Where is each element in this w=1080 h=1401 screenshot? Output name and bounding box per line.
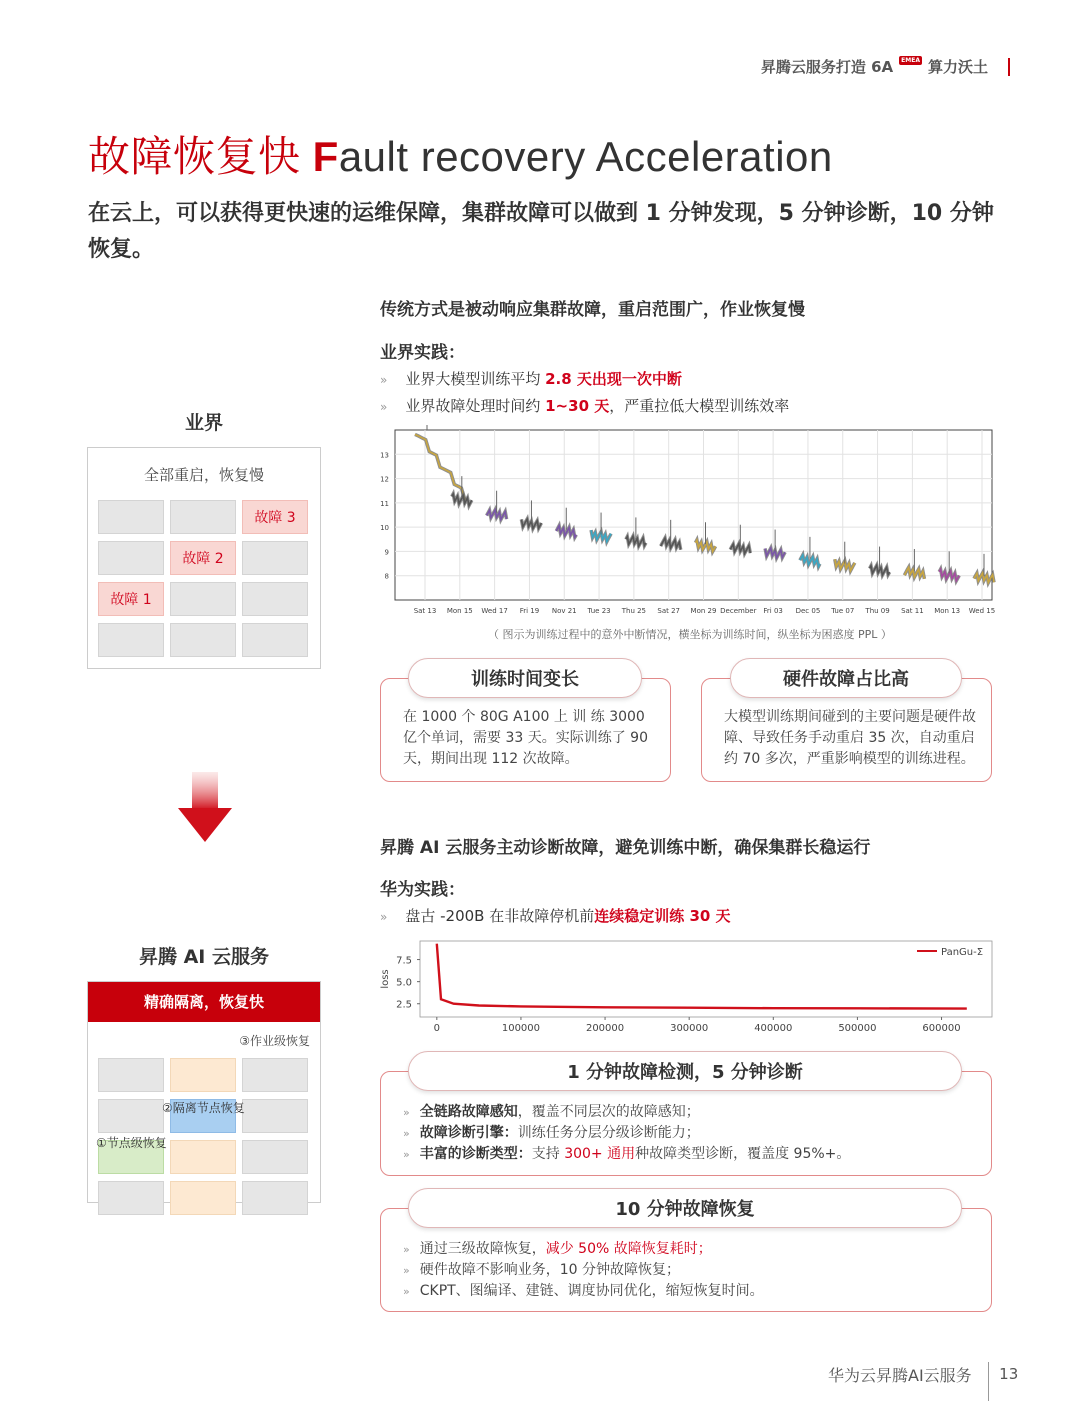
y-tick-label: 11 <box>380 499 389 508</box>
x-tick-label: 100000 <box>501 1023 541 1034</box>
left2-box-title: 精确隔离，恢复快 <box>88 982 320 1022</box>
precise-isolation-diagram <box>87 981 321 1203</box>
card-detection-title: 1 分钟故障检测，5 分钟诊断 <box>408 1051 962 1091</box>
fault-node-2: 故障 2 <box>170 541 236 575</box>
isolate-node-recovery-label: ②隔离节点恢复 <box>162 1101 245 1115</box>
legend-label: PanGu-Σ <box>941 947 984 958</box>
x-tick-label: Tue 23 <box>587 607 611 615</box>
x-tick-label: Wed 15 <box>968 607 996 615</box>
left2-heading: 昇腾 AI 云服务 <box>138 946 269 968</box>
y-tick-label: 10 <box>380 524 389 533</box>
y-tick-label: 2.5 <box>396 999 412 1011</box>
full-restart-diagram <box>87 447 321 669</box>
header-badge: EMEA <box>901 57 920 64</box>
node-level-recovery-label: ①节点级恢复 <box>96 1136 167 1150</box>
x-tick-label: 300000 <box>670 1023 709 1034</box>
x-tick-label: Dec 05 <box>795 607 821 615</box>
x-tick-label: Fri 03 <box>763 607 783 615</box>
card-detection-list <box>403 1102 978 1165</box>
plot-area <box>395 430 992 600</box>
x-tick-label: 500000 <box>838 1023 877 1034</box>
x-tick-label: 200000 <box>585 1023 625 1034</box>
y-tick-label: 13 <box>380 451 389 460</box>
node-cell <box>242 541 308 575</box>
x-tick-label: 600000 <box>922 1023 961 1034</box>
node-cell <box>170 1140 236 1174</box>
node-cell <box>98 1058 164 1092</box>
x-tick-label: Tue 07 <box>831 607 855 615</box>
page-title: 故障恢复快 Fault recovery Acceleration <box>88 133 833 180</box>
node-cell <box>242 582 308 616</box>
node-cell <box>170 1058 236 1092</box>
card-training-time-text: 在 1000 个 80G A100 上 训 练 3000 亿个单词，需要 33 天。实际训练了 90 天，期间出现 112 次故障。 <box>403 709 648 767</box>
x-tick-label: December <box>720 607 757 615</box>
card-recovery-item: » 硬件故障不影响业务，10 分钟故障恢复； <box>403 1262 680 1278</box>
x-tick-label: 400000 <box>754 1023 793 1034</box>
section1-bullet-1: » 业界大模型训练平均 2.8 天出现一次中断 <box>380 370 682 388</box>
node-cell <box>98 541 164 575</box>
x-tick-label: Sat 11 <box>901 607 924 615</box>
node-cell <box>242 623 308 657</box>
node-cell <box>242 1058 308 1092</box>
y-tick-label: 5.0 <box>396 977 412 989</box>
card-hardware-fault-title: 硬件故障占比高 <box>730 658 962 698</box>
chart1-caption: （ 图示为训练过程中的意外中断情况，横坐标为训练时间，纵坐标为困惑度 PPL ） <box>488 628 892 641</box>
node-cell <box>242 1140 308 1174</box>
node-grid-1 <box>98 500 308 657</box>
x-tick-label: Wed 17 <box>481 607 508 615</box>
header-accent-line <box>1008 58 1010 76</box>
x-tick-label: Sat 13 <box>413 607 437 615</box>
footer-text: 华为云昇腾AI云服务 <box>828 1365 972 1385</box>
card-recovery-list <box>403 1239 978 1302</box>
card-recovery-item: » CKPT、图编译、建链、调度协同优化，缩短恢复时间。 <box>403 1283 764 1299</box>
fault-node-1: 故障 1 <box>98 582 164 616</box>
y-tick-label: 7.5 <box>396 955 412 967</box>
card-recovery-title: 10 分钟故障恢复 <box>408 1188 962 1228</box>
page-number: 13 <box>999 1365 1019 1383</box>
y-tick-label: 8 <box>384 572 389 581</box>
section2-label: 华为实践： <box>380 880 465 900</box>
node-cell <box>170 1181 236 1215</box>
node-cell <box>98 500 164 534</box>
ppl-interruption-chart <box>362 425 1002 620</box>
section2-bullet: » 盘古 -200B 在非故障停机前连续稳定训练 30 天 <box>380 907 731 925</box>
node-cell <box>98 623 164 657</box>
x-tick-label: 0 <box>433 1023 441 1034</box>
card-detection-item: » 全链路故障感知，覆盖不同层次的故障感知； <box>403 1104 700 1120</box>
left1-box-title: 全部重启，恢复慢 <box>143 466 264 484</box>
down-arrow-icon <box>178 772 232 842</box>
x-tick-label: Mon 15 <box>446 607 473 615</box>
section1-label: 业界实践： <box>380 343 465 363</box>
page-subtitle: 在云上，可以获得更快速的运维保障，集群故障可以做到 1 分钟发现，5 分钟诊断，10 分钟恢复。 <box>88 201 994 262</box>
fault-node-3: 故障 3 <box>242 500 308 534</box>
node-cell <box>170 582 236 616</box>
card-training-time-title: 训练时间变长 <box>408 658 642 698</box>
footer-divider <box>988 1362 990 1401</box>
pangu-loss-chart <box>372 937 1002 1037</box>
card-recovery-item: » 通过三级故障恢复，减少 50% 故障恢复耗时； <box>403 1241 712 1257</box>
section1-bullet-2: » 业界故障处理时间约 1~30 天，严重拉低大模型训练效率 <box>380 397 790 415</box>
x-tick-label: Nov 21 <box>551 607 577 615</box>
node-cell <box>98 1181 164 1215</box>
node-cell <box>242 1181 308 1215</box>
x-tick-label: Sat 27 <box>657 607 680 615</box>
x-tick-label: Thu 25 <box>621 607 647 615</box>
y-tick-label: 12 <box>380 475 389 484</box>
y-tick-label: 9 <box>384 548 389 557</box>
job-level-recovery-label: ③作业级恢复 <box>239 1034 310 1048</box>
x-tick-label: Thu 09 <box>865 607 890 615</box>
x-tick-label: Mon 29 <box>690 607 717 615</box>
section1-title: 传统方式是被动响应集群故障，重启范围广，作业恢复慢 <box>380 300 805 320</box>
card-detection-item: » 故障诊断引擎：训练任务分层分级诊断能力； <box>403 1125 700 1141</box>
page-footer <box>828 1348 1018 1400</box>
node-cell <box>242 1099 308 1133</box>
header-series-title: 昇腾云服务打造 6A EMEA 算力沃土 <box>761 56 1010 77</box>
card-hardware-fault-text: 大模型训练期间碰到的主要问题是硬件故障、导致任务手动重启 35 次，自动重启约 70 多次，严重影响模型的训练进程。 <box>724 709 976 767</box>
node-cell <box>170 500 236 534</box>
x-tick-label: Mon 13 <box>934 607 961 615</box>
left1-heading: 业界 <box>184 412 223 434</box>
y-axis-label: loss <box>380 969 391 989</box>
node-cell <box>170 623 236 657</box>
card-detection-item: » 丰富的诊断类型：支持 300+ 通用种故障类型诊断，覆盖度 95%+。 <box>403 1146 851 1162</box>
node-cell <box>98 1099 164 1133</box>
section2-title: 昇腾 AI 云服务主动诊断故障，避免训练中断，确保集群长稳运行 <box>380 838 871 858</box>
x-tick-label: Fri 19 <box>519 607 540 615</box>
